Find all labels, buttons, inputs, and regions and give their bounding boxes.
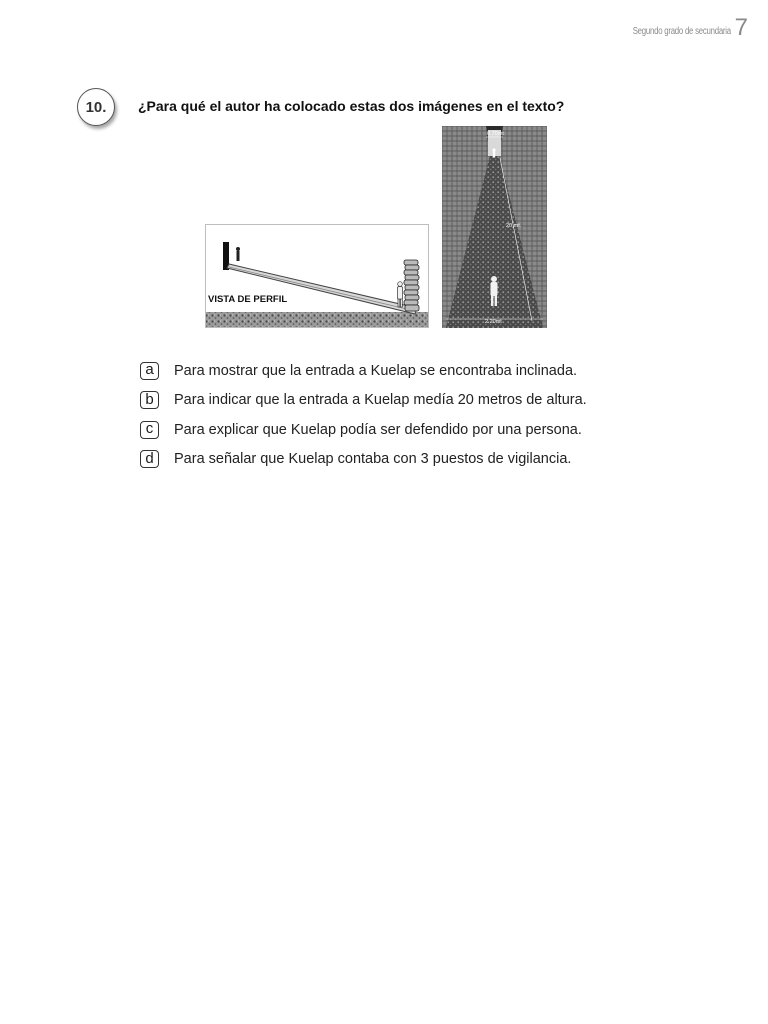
person-top-icon: [236, 247, 240, 261]
option-text: Para señalar que Kuelap contaba con 3 puestos de vigilancia.: [174, 451, 572, 468]
option-letter: b: [140, 391, 159, 409]
question-number: 10.: [85, 98, 107, 116]
corridor-figure: [442, 126, 547, 328]
option-a[interactable]: [140, 356, 587, 386]
option-letter: a: [140, 362, 159, 380]
page-header: [605, 16, 748, 40]
stone-stack-icon: [404, 260, 419, 311]
option-text: Para indicar que la entrada a Kuelap medía 20 metros de altura.: [174, 392, 587, 409]
page-number: 7: [734, 14, 748, 41]
header-text: Segundo grado de secundaria: [632, 26, 731, 37]
option-letter: d: [140, 450, 159, 468]
option-letter: c: [140, 421, 159, 439]
profile-view-figure: [205, 224, 429, 328]
answer-options: [140, 356, 587, 474]
option-text: Para explicar que Kuelap podía ser defendido por una persona.: [174, 421, 582, 438]
question-number-badge: [77, 88, 115, 126]
person-far-icon: [492, 148, 495, 157]
option-d[interactable]: [140, 445, 587, 475]
corridor-length: 20 mt.: [506, 223, 522, 229]
corridor-bottom-width: 2.20mt: [485, 319, 502, 325]
corridor-top-width: 0.70mt: [487, 131, 504, 137]
option-b[interactable]: [140, 386, 587, 416]
option-text: Para mostrar que la entrada a Kuelap se encontraba inclinada.: [174, 362, 578, 379]
question-text: ¿Para qué el autor ha colocado estas dos imágenes en el texto?: [138, 98, 565, 114]
option-c[interactable]: [140, 415, 587, 445]
person-bottom-icon: [398, 282, 403, 307]
profile-view-label: VISTA DE PERFIL: [208, 294, 288, 305]
